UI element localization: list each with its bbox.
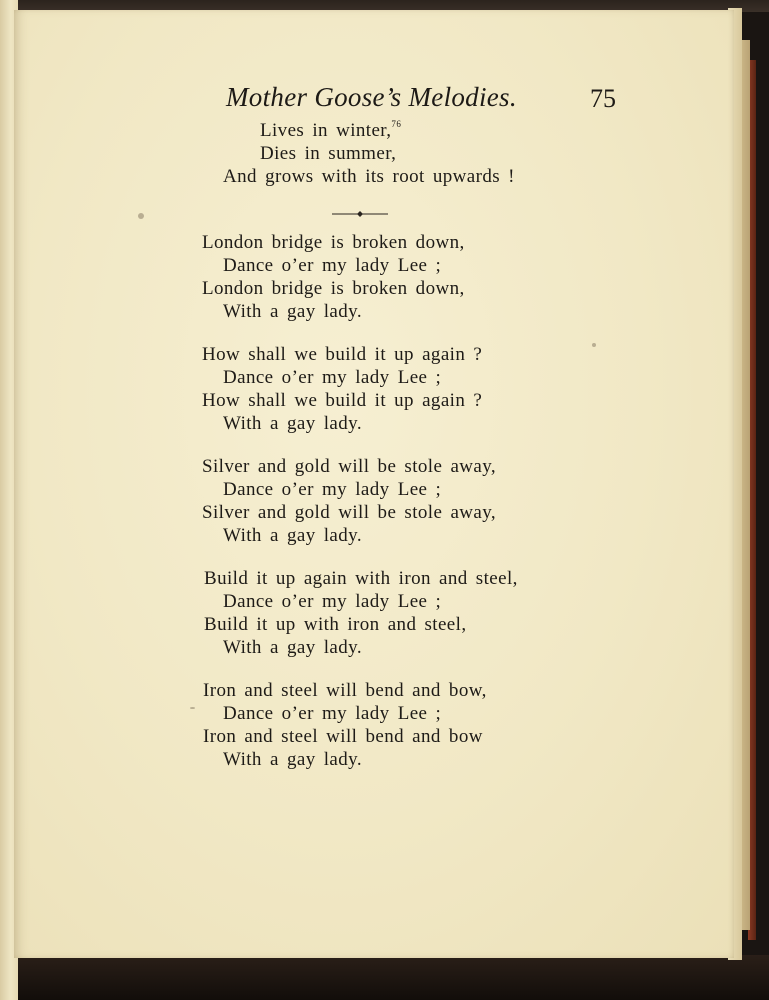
poem-line: Silver and gold will be stole away,: [202, 456, 497, 477]
paper-speck: [138, 213, 144, 219]
poem-line: Dance o’er my lady Lee ;: [223, 703, 442, 724]
page-number: 75: [590, 84, 616, 113]
poem-line: Dance o’er my lady Lee ;: [223, 591, 442, 612]
poem-line: With a gay lady.: [223, 525, 362, 546]
book-cover-bottom: [0, 955, 769, 1000]
paper-speck: [190, 707, 195, 709]
poem-line: Build it up with iron and steel,: [204, 614, 467, 635]
poem-line: Build it up again with iron and steel,: [204, 568, 518, 589]
verse-line: Dies in summer,: [260, 143, 397, 164]
poem-line: With a gay lady.: [223, 413, 362, 434]
poem-line: Dance o’er my lady Lee ;: [223, 367, 442, 388]
poem-line: With a gay lady.: [223, 749, 362, 770]
book-page: [14, 10, 734, 958]
poem-line: Silver and gold will be stole away,: [202, 502, 497, 523]
poem-line: How shall we build it up again ?: [202, 344, 483, 365]
poem-line: London bridge is broken down,: [202, 278, 465, 299]
footnote-marker: 76: [391, 118, 402, 129]
poem-line: Iron and steel will bend and bow: [203, 726, 483, 747]
poem-line: With a gay lady.: [223, 637, 362, 658]
verse-line: [260, 120, 401, 142]
running-head-title: Mother Goose’s Melodies.: [226, 82, 517, 112]
poem-line: Dance o’er my lady Lee ;: [223, 479, 442, 500]
poem-line: With a gay lady.: [223, 301, 362, 322]
verse-line-text: Lives in winter,: [260, 120, 392, 141]
poem-line: London bridge is broken down,: [202, 232, 465, 253]
section-divider-ornament: [332, 210, 388, 218]
paper-speck: [592, 343, 596, 347]
verse-line: And grows with its root upwards !: [223, 166, 515, 187]
poem-line: How shall we build it up again ?: [202, 390, 483, 411]
poem-line: Iron and steel will bend and bow,: [203, 680, 487, 701]
poem-line: Dance o’er my lady Lee ;: [223, 255, 442, 276]
